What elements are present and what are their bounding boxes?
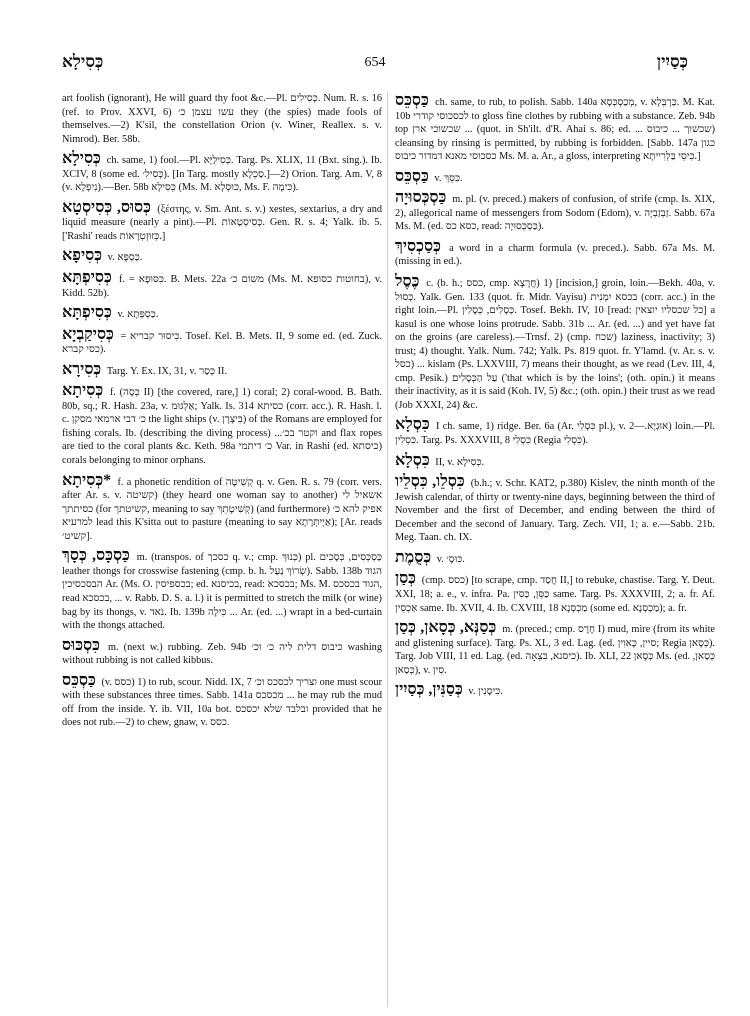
dictionary-entry [62, 472, 382, 544]
entry-headword: כַּסְכֵּס [395, 167, 429, 185]
dictionary-entry [62, 382, 382, 467]
dictionary-entry [62, 150, 382, 195]
dictionary-entry [62, 269, 382, 300]
entry-definition: c. (b. h.; כסס, cmp. חֲרָצָא) 1) [incision,] groin, loin.—Bekh. 40a, v. כְּסוּל. Yalk. Gen. 133 (quot. fr. Midr. Vayisu) בכסא יִמְנִית (corr. acc.) in the right loin.—Pl. כְּסָלִים, כְּסָלִין. Tosef. Bekh. IV, 10 [read: כל שכסליו יוצאין] a kasul is one whose loins protrude. Sabb. 31b ... Ar. (ed. ...) and yet have fat on the groins (are careless).—Trnsf. 2) (cmp. שכח) laziness, inactivity; 3) trust; 4) thought. Yalk. Num. 742; Yalk. Ps. 819 quot. fr. Y'lamd. (v. Ar. s. v. כסל) ... kislam (Ps. LXXVIII, 7) means their thought, as we read (Lev. III, 4, cmp. Pesik.) עַל הַכְּסָלִים ('that which is by the loins'; (oth. opin.) it means their inactivity, as it is said (Koh. IV, 5) &c.; (oth. opin.) their trust as we read (Job XXXI, 24) &c. [395, 278, 715, 411]
entry-definition: v. כִּסֵּךְ. [434, 172, 463, 184]
dictionary-entry [395, 168, 715, 186]
dictionary-entry [62, 672, 382, 730]
entry-definition: m. pl. (v. preced.) makers of confusion, of strife (cmp. Is. XIX, 2), allegorical name of messengers from Sodom (Edom), v. זַבְזַבְיָה. Sabb. 67a Ms. M. (ed. כסא כס, read: כַּסְכְּסוּיָה). [395, 194, 715, 233]
dictionary-entry [62, 92, 382, 146]
entry-definition: f. (כְּסָה II) [the covered, rare,] 1) coral; 2) coral-wood. B. Bath. 80b, sq.; R. Hash. 23a, v. אַלְגּוּמ; Yalk. Is. 314 כסיתא (corr. acc.). R. Hash. l. c. כ׳ דבי ארמאי מסקן the light ships (v. בִּיצְרָן) of the Romans are employed for fishing corals. Ib. (describing the diving process) ...וקטר בכ׳ and flax ropes are tied to the coral plants &c. Keth. 98a כ׳ דיתמי Var. in Rashi (ed. כיסתא) corals belonging to minor orphans. [62, 387, 382, 467]
entry-definition: v. כִּיסָנִין. [468, 686, 503, 698]
dictionary-entry [395, 189, 715, 234]
entry-headword: כִּסְלָא [395, 451, 430, 469]
entry-headword: כְּסִיפָא [62, 247, 103, 265]
entry-definition: m. (next w.) rubbing. Zeb. 94b כיבוס דלית ליה כ׳ וכ׳ washing without rubbing is not called kibbus. [62, 641, 382, 667]
entry-definition: v. כַּסְפְּתָא. [117, 309, 159, 321]
entry-definition: (v. כסס) 1) to rub, scour. Nidd. IX, 7 וצריך לכסכס וכ׳ one must scour with these substances three times. Sabb. 141a מכסכס ... he may rub the mud off from the inside. Y. ib. VII, 10a bot. ובלבד שלא יכסכס provided that he does not rub.—2) to chew, gnaw, v. כסס. [62, 676, 382, 729]
entry-headword: כְּסִיפְתָּא [62, 269, 112, 287]
entry-headword: כְּסַכְסִיךְ [395, 237, 441, 255]
entry-headword: כְּסִילָא [62, 150, 101, 168]
entry-definition: art foolish (ignorant), He will guard thy foot &c.—Pl. כְּסִילִים. Num. R. s. 16 (ref. to Prov. XXVI, 6) עשו עצמן כ׳ they (the spies) made fools of themselves.—2) K'sil, the constellation Orion (v. Winer, Reallex. s. v. Nimrod). Ber. 58b. [62, 93, 382, 145]
entry-definition: (ξέστης, v. Sm. Ant. s. v.) xestes, sextarius, a dry and liquid measure (nearly a pint).—Pl. כְּסִיסְטָאוֹת. Gen. R. s. 4; Yalk. ib. 5. ['Rashi' reads כְּזוּזְטְרָאוֹת.] [62, 203, 382, 242]
dictionary-entry [62, 326, 382, 357]
dictionary-entry [395, 238, 715, 269]
page-number: 654 [364, 55, 386, 70]
entry-definition: v. כּוּסֶ׳. [436, 553, 465, 565]
entry-definition: m. (transpos. of כסכך q. v.; cmp. כְּנוּךְ) pl. כַּסְכְּסִים, כְּסָכִים leather thongs for crosswise fastening (cmp. b. h. שְׂרוֹךְ נַעַל). Sabb. 138b הגוד הבסכסיכין Ar. (Ms. O. בכספיסין; ed. בכיסנא, read: בכסכא; Ms. M. הגוד בכסכס, read בכסכא, ... v. Rabb. D. S. a. l.) it is permitted to stretch the milk (or wine) bag by its thongs, v. נֹאד. Ib. 139b כִּילָה ... Ar. (ed. ...) wrapt in a bed-curtain with the thongs attached. [62, 552, 382, 632]
entry-definition: f. = כִּסּוּפָא. B. Mets. 22a משום כ׳ (Ms. M. בחוטות כסופא), v. Kidd. 52b). [62, 274, 382, 299]
dictionary-entry [395, 473, 715, 545]
entry-definition: (cmp. כסס) [to scrape, cmp. חֲסַד II,] to rebuke, chastise. Targ. Y. Deut. XXI, 18; a. e., v. infra. Pa. כַּסֵּן, כַּסִּין same. Targ. Ps. XXXVIII, 2; a. fr. Af. אַכְסֵין same. Ib. XVII, 4. Ib. CXVIII, 18 מַכְסְנָא (some ed. מַכְסְנָא); a. fr. [395, 575, 715, 614]
entry-definition: ch. same, 1) fool.—Pl. כְּסִילַיָּא. Targ. Ps. XLIX, 11 (Bxt. sing.). Ib. XCIV, 8 (some ed. כְּסִילִ׳). [In Targ. mostly סַכְלָא.]—2) Orion. Targ. Am. V, 8 (v. נִיפְלָא).—Ber. 58b כְּסִילָא (Ms. M. כּוּסְלָא, Ms. F. כִּימָה). [62, 155, 382, 194]
entry-headword: כְּסֻמֶת [395, 548, 432, 566]
dictionary-entry [62, 247, 382, 265]
entry-headword: כִּסְכּוּס [62, 636, 100, 654]
entry-headword: כִּסְלָא [395, 416, 430, 434]
entry-headword: כְּסַנְּא, כְּסָאן, כְּסַן [395, 619, 497, 637]
entry-headword: כְּסִיתָא [62, 382, 104, 400]
entry-definition: a word in a charm formula (v. preced.). Sabb. 67a Ms. M. (missing in ed.). [395, 242, 715, 268]
entry-headword: *כְּסִיתָא [62, 471, 112, 489]
entry-headword: כְּסִיפְתָּא [62, 304, 112, 322]
entry-definition: ch. same, to rub, to polish. Sabb. 140a מְכַסְכְּסָא, v. כַּרְבְּלָא. M. Kat. 10b לכסכוסי קודרי to gloss fine clothes by rubbing with a substance. Zeb. 94b top שכשוכי ארן ... (quot. in Sh'ilt. d'R. Ahai s. 86; ed. ... שכשוך ... כיבוס) cleansing by rinsing is permitted, by rubbing is forbidden. [Sabb. 147a כגון כסכוסי מאנא דמדור כיבוס Ms. M. a. Ar., a gloss, interpreting כִּיסֵי בַּלְרִייתָא.] [395, 97, 715, 163]
entry-definition: (b.h.; v. Schr. KAT2, p.380) Kislev, the ninth month of the Jewish calendar, of thirty or twenty-nine days, beginning between the third of November and the first of December, and ending between the third of December and the second of January. Targ. Zech. VII, 1; a. e.—Sabb. 21b. Meg. Taan. ch. IX. [395, 478, 715, 544]
dictionary-entry [395, 92, 715, 164]
right-running-headword: כְּסַיִין [656, 52, 688, 71]
right-column [395, 92, 715, 1007]
dictionary-entry [395, 570, 715, 615]
dictionary-entry [62, 637, 382, 668]
entry-definition: f. a phonetic rendition of קְשִׁיטָה q. v. Gen. R. s. 79 (corr. vers. after Ar. s. v. קשיטה) (they heard one woman say to another) אשאיל לי כסיתתך (for קשיטתך, meaning to say קְשִׁיטָתֵךְ) (and furthermore) אפיק להא כ׳ למרעיא lead this K'sitta out to pasture (meaning to say אַיְיתְּרָתָא); [Ar. reads קשיט׳]. [62, 476, 382, 542]
entry-definition: I ch. same, 1) ridge. Ber. 6a (Ar. כִּסְלֵי pl.), v. אוּגְיָא.—2) loin.—Pl. כִּסְלִין. Targ. Ps. XXXVIII, 8 כִּסְלִי (Regia כִּסְלִי). [395, 421, 715, 447]
entry-definition: v. כַּסְפָּא. [107, 252, 143, 264]
left-column [62, 92, 382, 1007]
dictionary-entry [395, 416, 715, 447]
dictionary-entry [395, 681, 715, 699]
entry-headword: כְּסִיקַבְיָא [62, 325, 114, 343]
dictionary-entry [395, 452, 715, 470]
entry-headword: כְּסַן [395, 570, 416, 588]
entry-headword: כַּסְכֵּס [62, 671, 96, 689]
entry-definition: Targ. Y. Ex. IX, 31, v. כְּסַר II. [106, 365, 228, 377]
entry-headword: כְּסַנִּין, כְּסַיִין [395, 681, 463, 699]
dictionary-entry [395, 549, 715, 567]
dictionary-entry [395, 619, 715, 677]
entry-headword: כְּסוּס, כְּסִיסְטָא [62, 198, 151, 216]
entry-definition: m. (preced.; cmp. חֶרֶס I) mud, mire (from its white and glistening surface). Targ. Ps. XL, 3 ed. Lag. (ed. סיין, כָּאוִין; Regia כְּסָאן). Targ. Job VIII, 11 ed. Lag. (ed. כיסנא, בִּצְאָה). Ib. XLI, 22 כְּסָאן Ms. (ed. כְּסַאן, כְּסַאן), v. סִין. [395, 624, 715, 676]
left-running-headword: כְּסִילָא [62, 52, 104, 71]
entry-headword: כִּסְלֵו, כִּסְלֵיו [395, 473, 465, 491]
dictionary-entry [62, 304, 382, 322]
dictionary-entry [62, 547, 382, 632]
entry-definition: = כִּיסוּר קבריא. Tosef. Kel. B. Mets. II, 9 some ed. (ed. Zuck. כסי קברא). [62, 330, 382, 356]
entry-headword: כֶּסֶל [395, 273, 420, 291]
entry-headword: כַּסְכֵּס [395, 92, 429, 109]
dictionary-entry [62, 361, 382, 379]
dictionary-entry [62, 199, 382, 244]
entry-headword: כְּסִירָא [62, 360, 102, 378]
dictionary-entry [395, 273, 715, 412]
entry-headword: כַּסְכָּס, כְּסָךְ [62, 547, 130, 565]
entry-definition: II, v. כְּסִילָא. [435, 456, 485, 468]
running-header [62, 52, 688, 78]
column-divider [387, 92, 388, 1007]
entry-headword: כַּסְכְּסוּיָה [395, 189, 447, 207]
